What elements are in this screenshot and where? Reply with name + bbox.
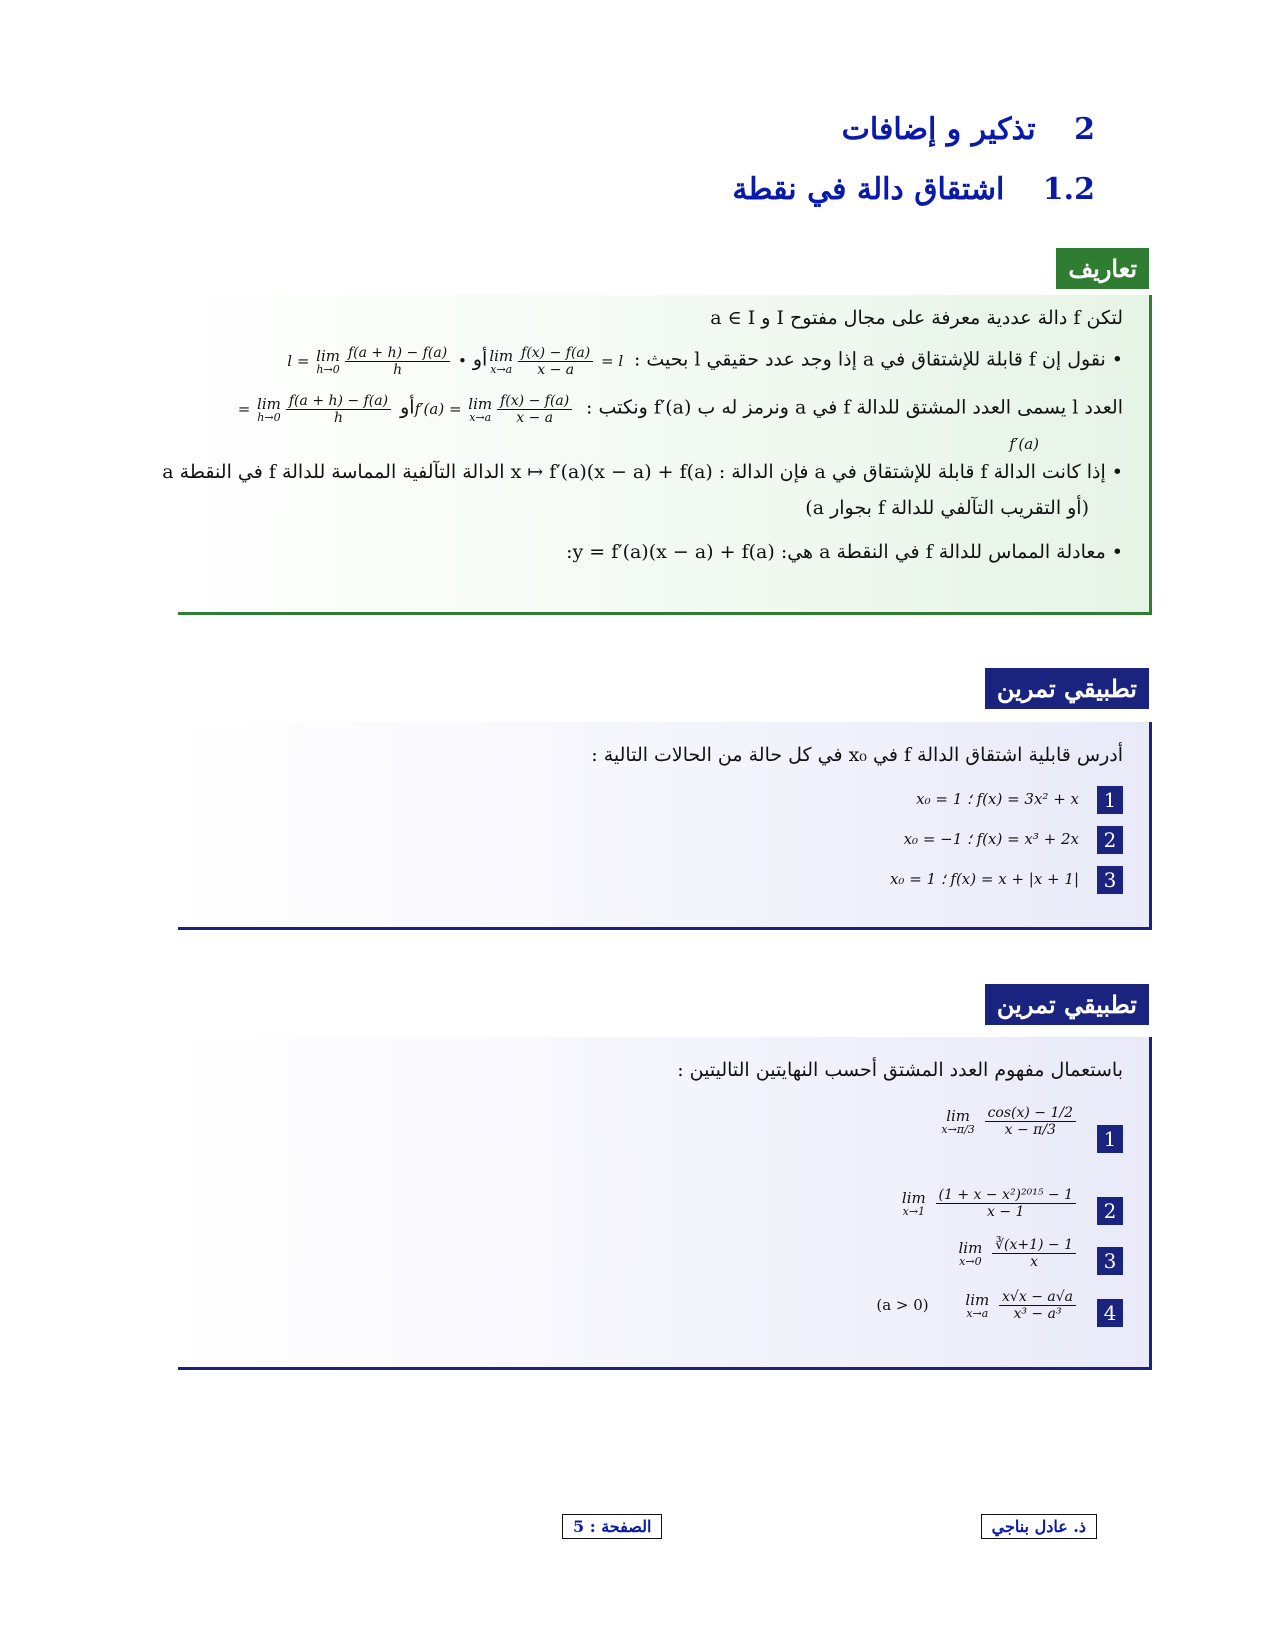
exercise-2-item-4-condition: (a > 0) [876,1295,929,1314]
bullet-1-text: نقول إن f قابلة للإشتقاق في a إذا وجد عدد حقيقي l بحيث : [633,348,1106,371]
exercise-1-box [178,722,1152,930]
exercise-1-tag: تطبيقي تمرين [985,668,1149,709]
bullet-3-text: معادلة المماس للدالة f في النقطة a هي: y = f′(a)(x − a) + f(a): [566,541,1106,563]
definitions-box [162,295,1152,615]
exercise-2-item-2-number: 2 [1097,1197,1123,1225]
definition-derivative-line: العدد l يسمى العدد المشتق للدالة f في a ونرمز له ب f′(a) ونكتب : f′(a) = lim x→a $\frac{f(x) - f(a)}{x - a}$ أو = lim h→0 $\frac{f(a + h) - f(a)}{h}$ [237,393,1123,426]
exercise-2-item-4: (a > 0) lim x→a $\frac{x√x - a√a}{\text{x³ − a³}}$ [876,1289,1079,1322]
exercise-2-item-1: lim x→π/3 $\frac{\cos(x) - 1/2}{x - \pi/3}$ [939,1105,1079,1138]
exercise-2-item-3-number: 3 [1097,1247,1123,1275]
exercise-1-item-1: x₀ = 1 ؛ f(x) = 3x² + x [916,790,1079,808]
bullet-2-continuation: (أو التقريب التآلفي للدالة f بجوار a) [805,497,1089,519]
exercise-2-item-4-number: 4 [1097,1299,1123,1327]
exercise-2-box [178,1037,1152,1370]
exercise-2-tag: تطبيقي تمرين [985,984,1149,1025]
exercise-1-item-2-number: 2 [1097,826,1123,854]
definition-bullet-1: • نقول إن f قابلة للإشتقاق في a إذا وجد عدد حقيقي l بحيث : lim x→a $\frac{f(x) - f(a)}{x - a}$ = l أو l = lim h→0 $\frac{f(a + h) - f(a)}{h}$ • [287,345,1123,378]
exercise-2-prompt: باستعمال مفهوم العدد المشتق أحسب النهايتين التاليتين : [677,1059,1123,1081]
exercise-2-item-1-number: 1 [1097,1125,1123,1153]
definitions-intro: لتكن f دالة عددية معرفة على مجال مفتوح I و a ∈ I [710,307,1123,329]
definitions-tag: تعاريف [1056,248,1149,289]
section-number: 2 [1074,112,1095,147]
exercise-2-item-3: lim x→0 $\frac{∛(x+1) - 1}{x}$ [956,1237,1079,1270]
exercise-1-item-1-number: 1 [1097,786,1123,814]
author-name: ذ. عادل بناجي [981,1514,1097,1539]
bullet-2-text: إذا كانت الدالة f قابلة للإشتقاق في a فإن الدالة : x ↦ f′(a)(x − a) + f(a) الدالة التآلفية المماسة للدالة f في النقطة a [162,461,1106,483]
definition-bullet-2: • إذا كانت الدالة f قابلة للإشتقاق في a فإن الدالة : x ↦ f′(a)(x − a) + f(a) الدالة التآلفية المماسة للدالة f في النقطة a [162,461,1123,483]
bullet-1b-text: العدد l يسمى العدد المشتق للدالة f في a ونرمز له ب f′(a) ونكتب : [586,396,1123,419]
exercise-1-item-3-number: 3 [1097,866,1123,894]
page-number: الصفحة : 5 [562,1514,662,1539]
section-heading [842,112,1095,147]
section-title: تذكير و إضافات [841,112,1036,147]
exercise-2-item-2: lim x→1 $\frac{\text{(1 + x − x²)²⁰¹⁵ − 1}}{x - 1}$ [900,1187,1079,1220]
exercise-1-item-2: x₀ = −1 ؛ f(x) = x³ + 2x [903,830,1079,848]
subsection-title: اشتقاق دالة في نقطة [732,172,1005,207]
or-word-1: أو [472,348,488,371]
definition-bullet-3: • معادلة المماس للدالة f في النقطة a هي: y = f′(a)(x − a) + f(a): [566,541,1123,563]
subsection-heading [732,172,1095,207]
exercise-1-prompt: أدرس قابلية اشتقاق الدالة f في x₀ في كل حالة من الحالات التالية : [591,744,1123,766]
exercise-1-item-3: x₀ = 1 ؛ f(x) = x + |x + 1| [889,870,1079,888]
or-word-2: أو [400,396,415,419]
fprime-label: f′(a) [1009,435,1039,453]
subsection-number: 1.2 [1042,172,1095,207]
